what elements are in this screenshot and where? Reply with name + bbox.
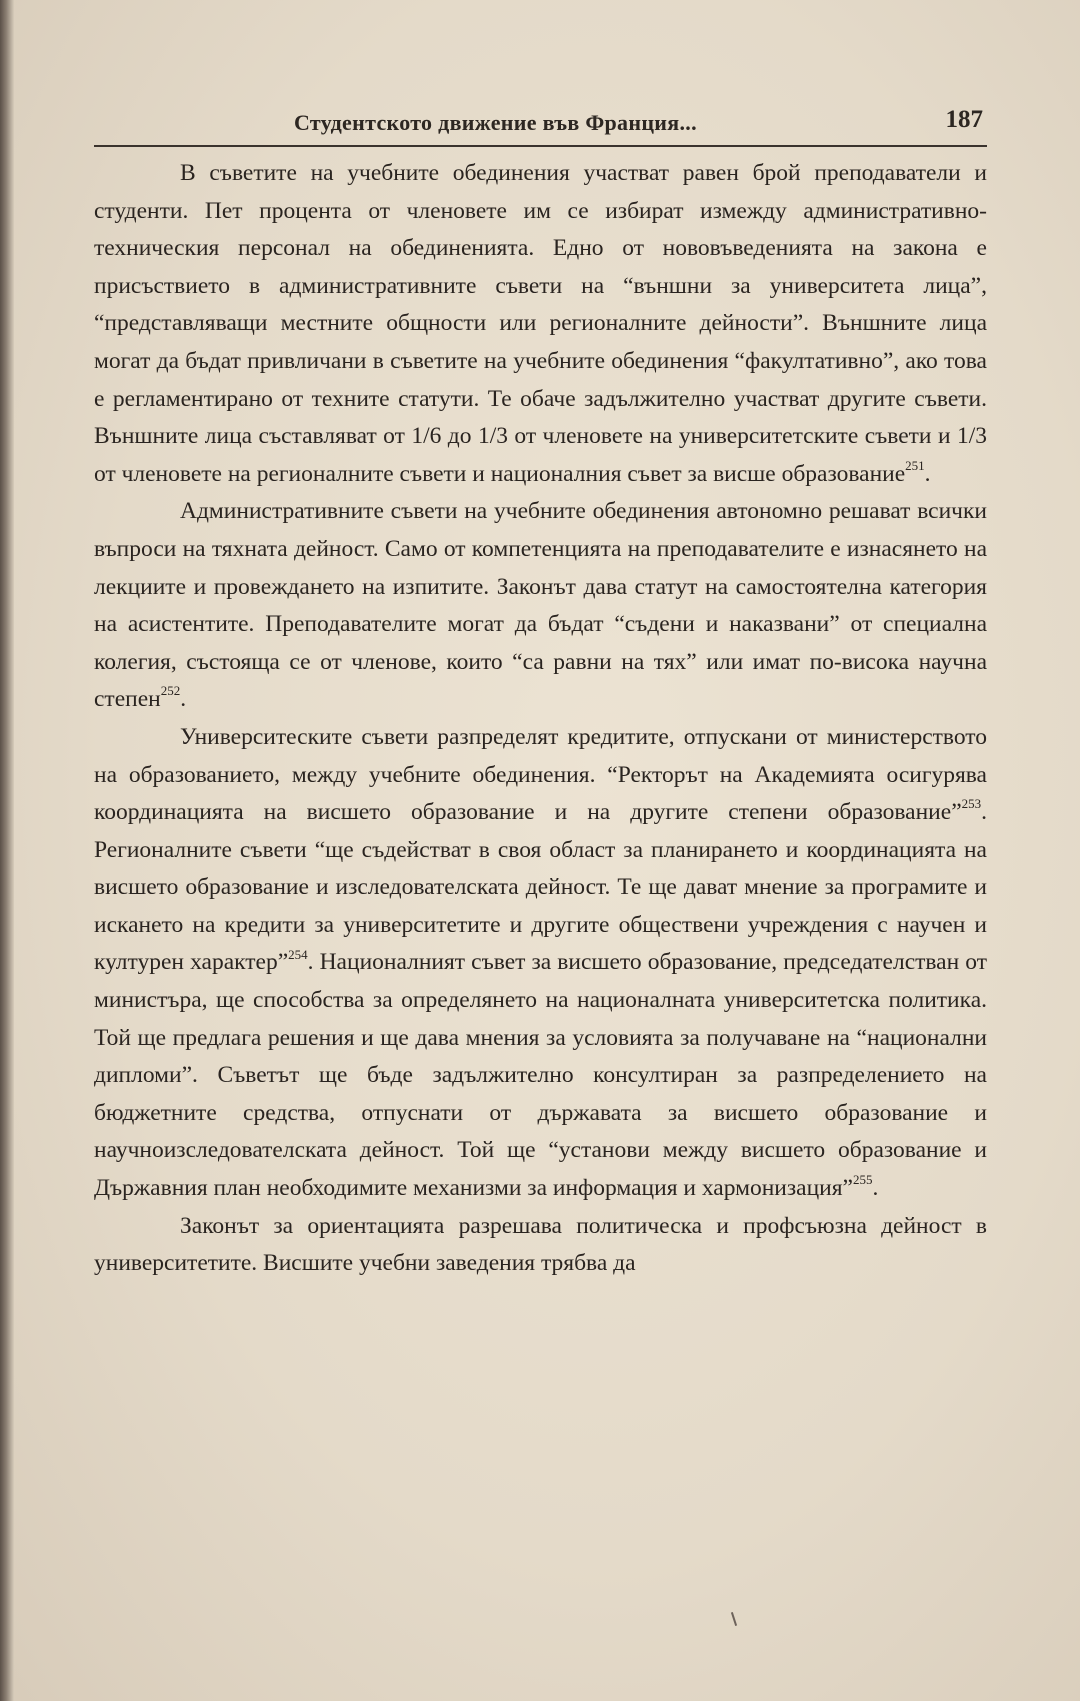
book-gutter <box>0 0 14 1701</box>
header-rule <box>94 145 987 147</box>
page-number: 187 <box>945 106 983 133</box>
footnote-ref: 251 <box>905 457 925 473</box>
footnote-ref: 254 <box>288 946 308 962</box>
footnote-ref: 255 <box>853 1172 873 1188</box>
footnote-ref: 252 <box>160 683 181 699</box>
running-title: Студентското движение във Франция... <box>294 110 697 135</box>
paragraph: В съветите на учебните обединения участват равен брой преподаватели и студенти. Пет процента от членовете им се избират измежду административно-техническия персонал на обединенията. Едно от нововъведенията на закона е присъствието в административните съвети на “външни за университета лица”, “представляващи местните общности или регионалните дейности”. Външните лица могат да бъдат привличани в съветите на учебните обединения “факултативно”, ако това е регламентирано от техните статути. Те обаче задължително участват другите съвети. Външните лица съставляват от 1/6 до 1/3 от членовете на университетските съвети и 1/3 от членовете на регионалните съвети и националния съвет за висше образование$^{251}$. <box>94 160 987 487</box>
body-text <box>94 155 987 1283</box>
paragraph: Законът за ориентацията разрешава политическа и профсъюзна дейност в университетите. Висшите учебни заведения трябва да <box>94 1212 987 1277</box>
paragraph: Университеските съвети разпределят кредитите, отпускани от министерството на образованието, между учебните обединения. “Ректорът на Академията осигурява координацията на висшето образование и на другите степени образование”$^{253}$. Регионалните съвети “ще съдействат в своя област за планирането и координацията на висшето образование и изследователската дейност. Те ще дават мнение за програмите и искането на кредити за университетите и другите обществени учреждения с научен и културен характер”$^{254}$. Националният съвет за висшето образование, председателстван от министъра, ще способства за определянето на националната университетска политика. Той ще предлага решения и ще дава мнения за условията за получаване на “национални дипломи”. Съветът ще бъде задължително консултиран за разпределението на бюджетните средства, отпуснати от държавата за висшето образование и научноизследователската дейност. Той ще “установи между висшето образование и Държавния план необходимите механизми за информация и хармонизация”$^{255}$. <box>94 723 987 1202</box>
running-header <box>94 106 987 144</box>
footnote-ref: 253 <box>961 796 982 812</box>
paragraph: Административните съвети на учебните обединения автономно решават всички въпроси на тяхната дейност. Само от компетенцията на преподавателите е изнасянето на лекциите и провеждането на изпитите. Законът дава статут на самостоятелна категория на асистентите. Преподавателите могат да бъдат “съдени и наказвани” от специална колегия, състояща се от членове, които “са равни на тях” или имат по-висока научна степен$^{252}$. <box>94 498 987 713</box>
